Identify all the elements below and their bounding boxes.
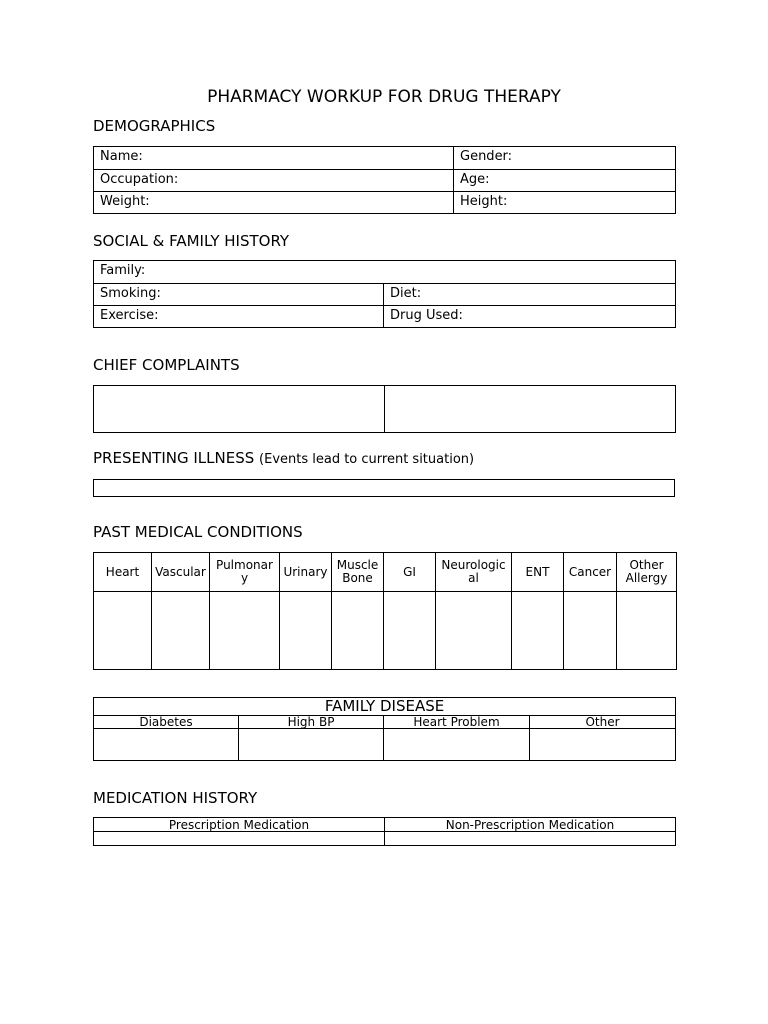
age-field[interactable]: Age: [454,170,676,192]
family-disease-cell[interactable] [239,729,384,761]
smoking-field[interactable]: Smoking: [94,284,384,306]
medication-history-heading: MEDICATION HISTORY [93,789,258,807]
presenting-illness-note: (Events lead to current situation) [259,452,475,467]
weight-field[interactable]: Weight: [94,192,454,214]
presenting-illness-heading [93,449,474,467]
condition-header: Pulmonary [210,553,280,592]
chief-complaint-cell[interactable] [385,386,676,433]
diet-field[interactable]: Diet: [384,284,676,306]
condition-header: Cancer [564,553,617,592]
social-heading: SOCIAL & FAMILY HISTORY [93,232,290,250]
page-title: PHARMACY WORKUP FOR DRUG THERAPY [207,87,561,107]
chief-complaints-table [93,385,676,433]
presenting-illness-title: PRESENTING ILLNESS [93,449,255,467]
condition-cell[interactable] [384,592,436,670]
condition-cell[interactable] [152,592,210,670]
condition-cell[interactable] [512,592,564,670]
drug-used-field[interactable]: Drug Used: [384,306,676,328]
condition-cell[interactable] [564,592,617,670]
past-medical-table [93,552,677,670]
condition-header: Vascular [152,553,210,592]
demographics-heading: DEMOGRAPHICS [93,117,216,135]
condition-cell[interactable] [94,592,152,670]
social-table [93,260,676,328]
family-disease-cell[interactable] [384,729,530,761]
family-disease-header: Other [530,716,676,729]
condition-header: Muscle Bone [332,553,384,592]
family-disease-cell[interactable] [94,729,239,761]
family-disease-cell[interactable] [530,729,676,761]
family-disease-header: Diabetes [94,716,239,729]
name-field[interactable]: Name: [94,147,454,170]
family-field[interactable]: Family: [94,261,676,284]
medication-header: Non-Prescription Medication [385,818,676,832]
family-disease-table [93,697,676,761]
medication-header: Prescription Medication [94,818,385,832]
occupation-field[interactable]: Occupation: [94,170,454,192]
medication-cell[interactable] [94,832,385,846]
presenting-illness-table [93,479,675,497]
family-disease-header: High BP [239,716,384,729]
presenting-illness-cell[interactable] [94,480,675,497]
condition-header: Other Allergy [617,553,677,592]
condition-cell[interactable] [280,592,332,670]
condition-header: Heart [94,553,152,592]
medication-history-table [93,817,676,846]
condition-cell[interactable] [332,592,384,670]
demographics-table [93,146,676,214]
condition-header: GI [384,553,436,592]
condition-cell[interactable] [436,592,512,670]
condition-cell[interactable] [210,592,280,670]
past-medical-heading: PAST MEDICAL CONDITIONS [93,523,303,541]
condition-header: ENT [512,553,564,592]
height-field[interactable]: Height: [454,192,676,214]
family-disease-header: Heart Problem [384,716,530,729]
family-disease-title: FAMILY DISEASE [94,698,676,716]
medication-cell[interactable] [385,832,676,846]
condition-cell[interactable] [617,592,677,670]
exercise-field[interactable]: Exercise: [94,306,384,328]
chief-complaints-heading: CHIEF COMPLAINTS [93,356,240,374]
chief-complaint-cell[interactable] [94,386,385,433]
condition-header: Neurological [436,553,512,592]
condition-header: Urinary [280,553,332,592]
gender-field[interactable]: Gender: [454,147,676,170]
